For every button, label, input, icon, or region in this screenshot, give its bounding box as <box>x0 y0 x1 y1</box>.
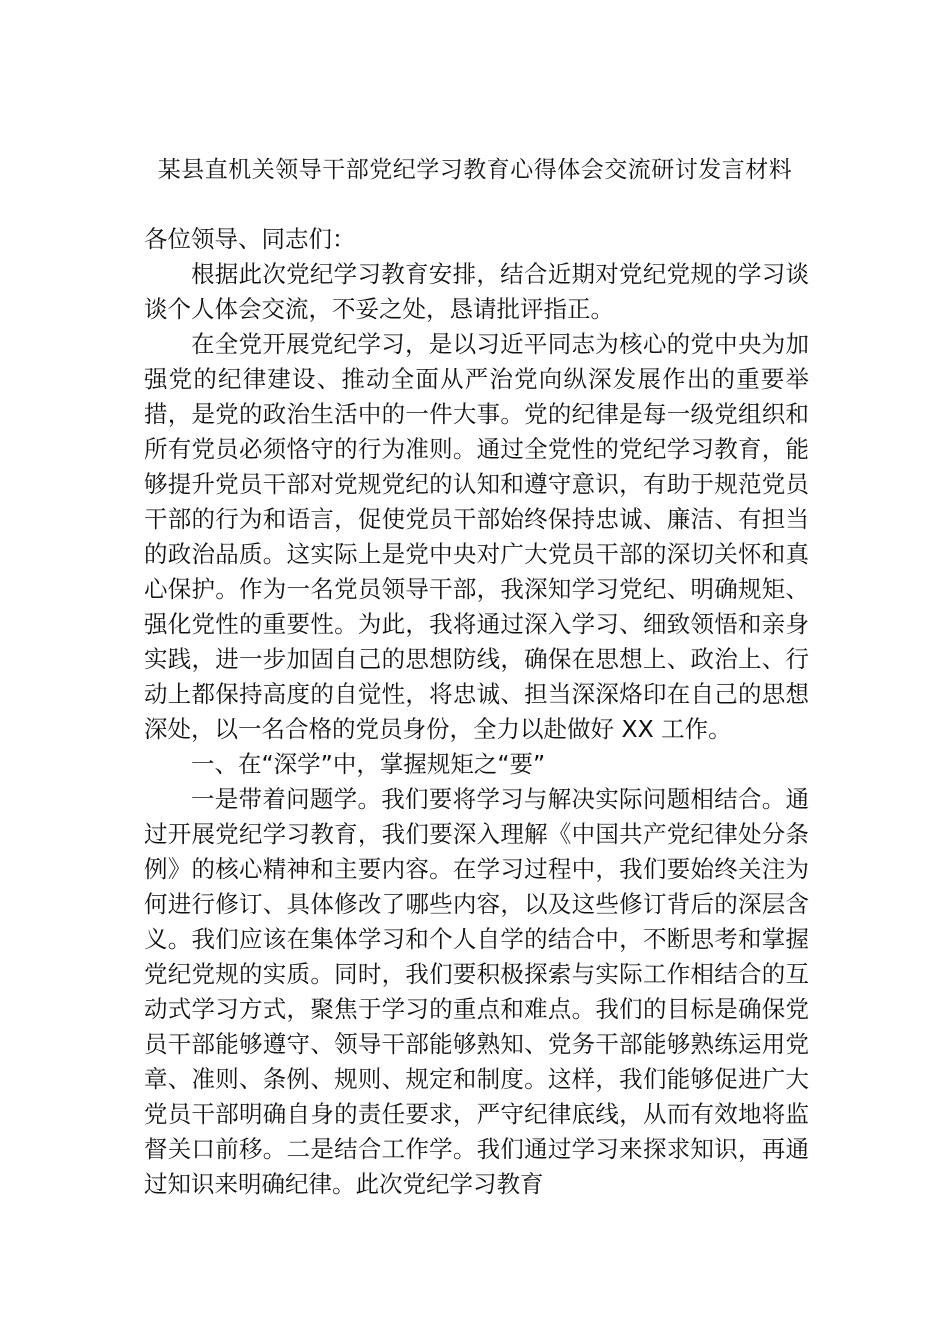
paragraph-study: 一是带着问题学。我们要将学习与解决实际问题相结合。通过开展党纪学习教育，我们要深入理解《中国共产党纪律处分条例》的核心精神和主要内容。在学习过程中，我们要始终关注为何进行修订、具体修改了哪些内容，以及这些修订背后的深层含义。我们应该在集体学习和个人自学的结合中，不断思考和掌握党纪党规的实质。同时，我们要积极探索与实际工作相结合的互动式学习方式，聚焦于学习的重点和难点。我们的目标是确保党员干部能够遵守、领导干部能够熟知、党务干部能够熟练运用党章、准则、条例、规则、规定和制度。这样，我们能够促进广大党员干部明确自身的责任要求，严守纪律底线，从而有效地将监督关口前移。二是结合工作学。我们通过学习来探求知识，再通过知识来明确纪律。此次党纪学习教育 <box>144 785 809 1198</box>
document-body <box>144 222 809 1202</box>
salutation: 各位领导、同志们： <box>144 225 356 253</box>
paragraph-background: 在全党开展党纪学习，是以习近平同志为核心的党中央为加强党的纪律建设、推动全面从严治党向纵深发展作出的重要举措，是党的政治生活中的一件大事。党的纪律是每一级党组织和所有党员必须恪守的行为准则。通过全党性的党纪学习教育，能够提升党员干部对党规党纪的认知和遵守意识，有助于规范党员干部的行为和语言，促使党员干部始终保持忠诚、廉洁、有担当的政治品质。这实际上是党中央对广大党员干部的深切关怀和真心保护。作为一名党员领导干部，我深知学习党纪、明确规矩、强化党性的重要性。为此，我将通过深入学习、细致领悟和亲身实践，进一步加固自己的思想防线，确保在思想上、政治上、行动上都保持高度的自觉性，将忠诚、担当深深烙印在自己的思想深处，以一名合格的党员身份，全力以赴做好 XX 工作。 <box>144 330 809 743</box>
paragraph-intro: 根据此次党纪学习教育安排，结合近期对党纪党规的学习谈谈个人体会交流，不妥之处，恳请批评指正。 <box>144 260 809 323</box>
document-title: 某县直机关领导干部党纪学习教育心得体会交流研讨发言材料 <box>157 157 793 183</box>
section-heading: 一、在“深学”中，掌握规矩之“要” <box>191 750 546 778</box>
